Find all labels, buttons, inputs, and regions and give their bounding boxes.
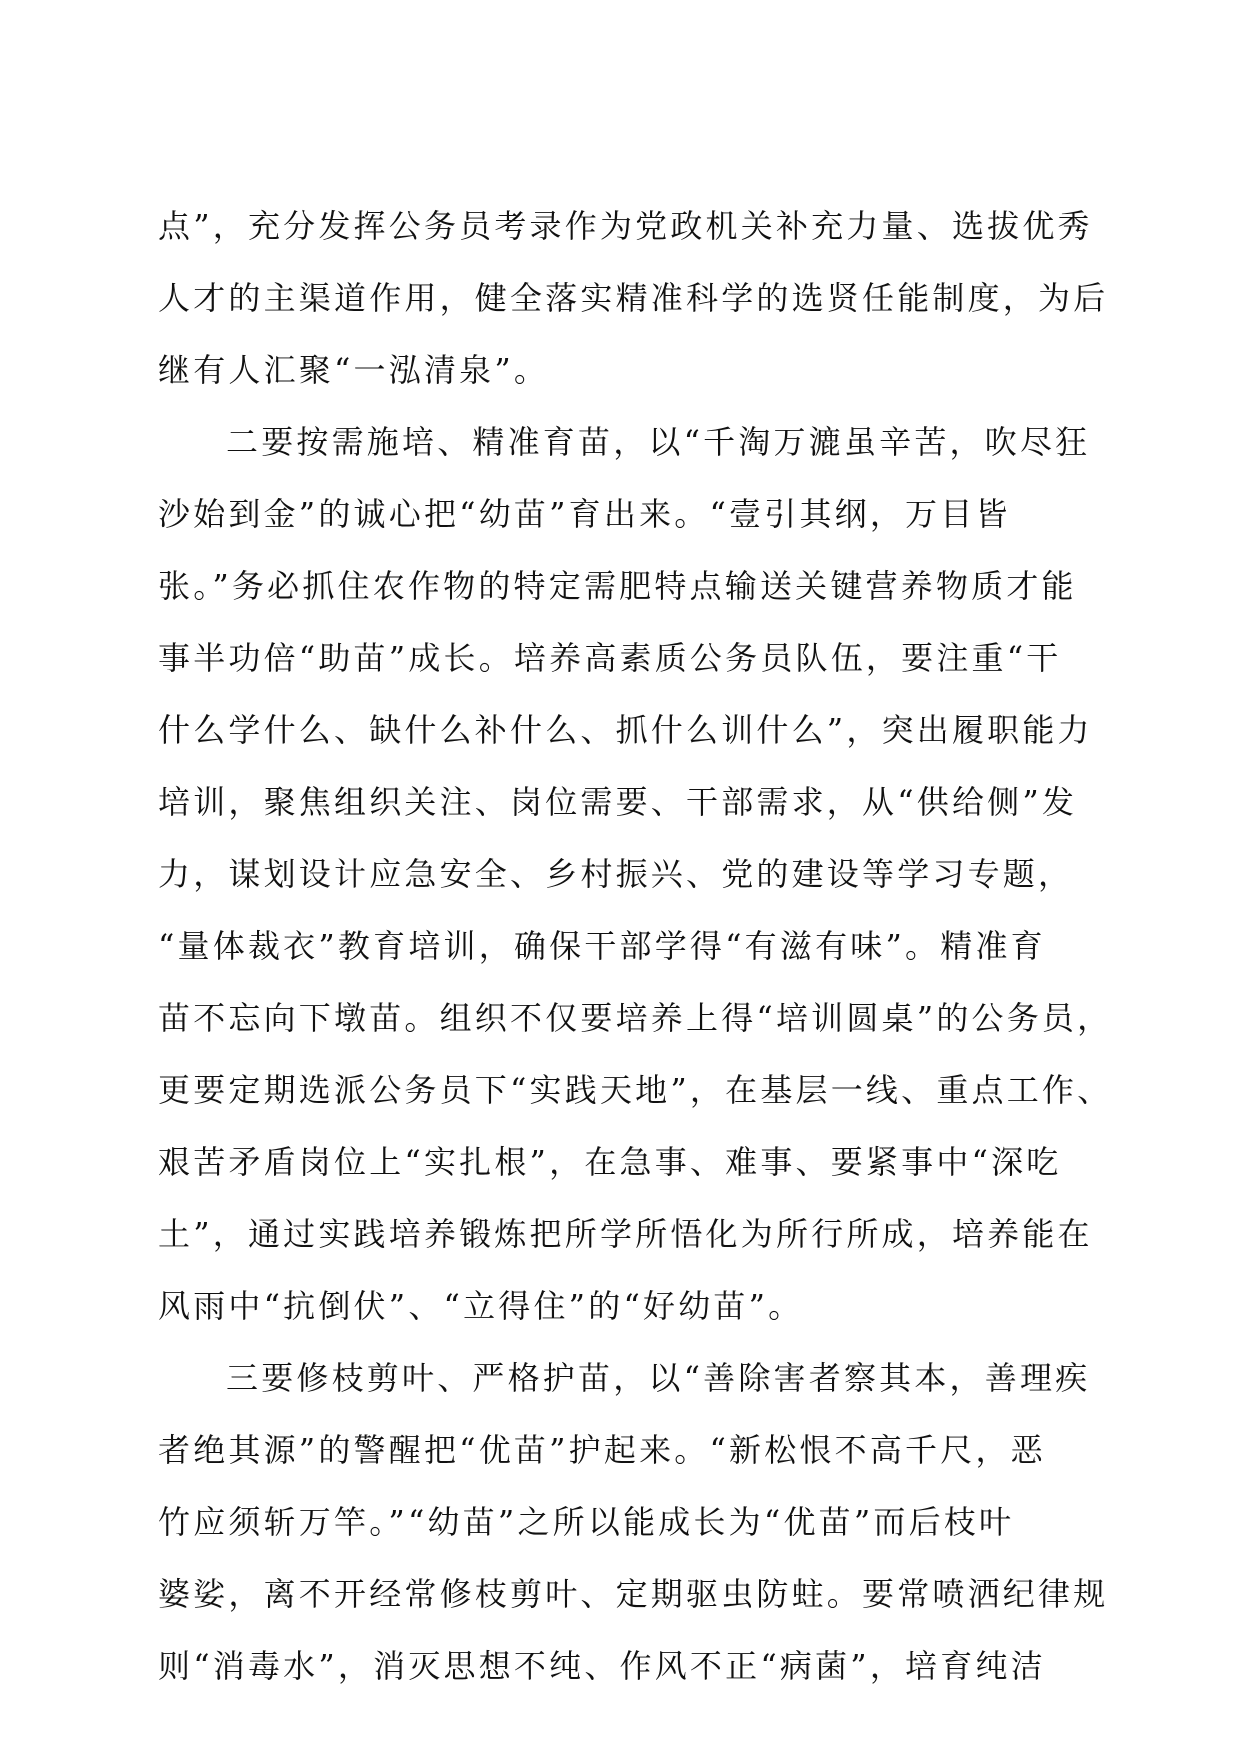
paragraph-start-line: 二要按需施培、精准育苗，以“千淘万漉虽辛苦，吹尽狂 — [226, 423, 1091, 461]
text-line: 力，谋划设计应急安全、乡村振兴、党的建设等学习专题， — [158, 855, 1074, 893]
text-line: 张。”务必抓住农作物的特定需肥特点输送关键营养物质才能 — [158, 567, 1077, 605]
text-line: 点”，充分发挥公务员考录作为党政机关补充力量、选拔优秀 — [158, 207, 1093, 245]
text-line: 风雨中“抗倒伏”、“立得住”的“好幼苗”。 — [158, 1287, 804, 1325]
text-line: 人才的主渠道作用，健全落实精准科学的选贤任能制度，为后 — [158, 279, 1109, 317]
text-line: 竹应须斩万竿。”“幼苗”之所以能成长为“优苗”而后枝叶 — [158, 1503, 1015, 1541]
text-line: 沙始到金”的诚心把“幼苗”育出来。“壹引其纲，万目皆 — [158, 495, 1011, 533]
text-line: 土”，通过实践培养锻炼把所学所悟化为所行所成，培养能在 — [158, 1215, 1093, 1253]
body-text — [158, 190, 1113, 1702]
text-line: 什么学什么、缺什么补什么、抓什么训什么”，突出履职能力 — [158, 711, 1093, 749]
paragraph-start-line: 三要修枝剪叶、严格护苗，以“善除害者察其本，善理疾 — [226, 1359, 1091, 1397]
text-line: 事半功倍“助苗”成长。培养高素质公务员队伍，要注重“干 — [158, 639, 1062, 677]
text-line: 苗不忘向下墩苗。组织不仅要培养上得“培训圆桌”的公务员， — [158, 999, 1113, 1037]
text-line: 则“消毒水”，消灭思想不纯、作风不正“病菌”，培育纯洁 — [158, 1647, 1046, 1685]
text-line: 继有人汇聚“一泓清泉”。 — [158, 351, 550, 389]
text-line: 更要定期选派公务员下“实践天地”，在基层一线、重点工作、 — [158, 1071, 1113, 1109]
text-line: 婆娑，离不开经常修枝剪叶、定期驱虫防蛀。要常喷洒纪律规 — [158, 1575, 1109, 1613]
text-line: “量体裁衣”教育培训，确保干部学得“有滋有味”。精准育 — [158, 927, 1046, 965]
text-line: 艰苦矛盾岗位上“实扎根”，在急事、难事、要紧事中“深吃 — [158, 1143, 1062, 1181]
text-line: 者绝其源”的警醒把“优苗”护起来。“新松恨不高千尺，恶 — [158, 1431, 1046, 1469]
text-line: 培训，聚焦组织关注、岗位需要、干部需求，从“供给侧”发 — [158, 783, 1078, 821]
